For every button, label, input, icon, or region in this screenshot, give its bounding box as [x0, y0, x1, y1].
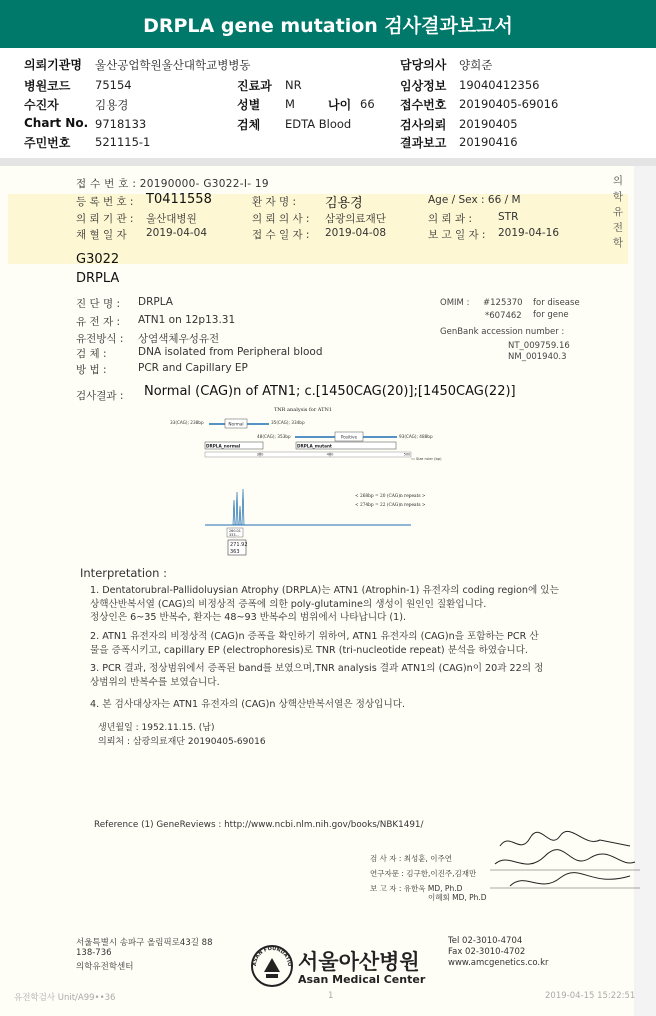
repeat2: < 274bp = 22 (CAG)n repeats > [355, 503, 426, 508]
diag-label: 진 단 명 : [76, 298, 120, 310]
signature [490, 826, 640, 906]
method-label: 방 법 : [76, 364, 107, 376]
doc-label: 의 뢰 의 사 : [252, 213, 310, 225]
footer-page: 1 [328, 991, 334, 1001]
diag-value: DRPLA [138, 296, 173, 308]
inherit-label: 유전방식 : [76, 333, 124, 345]
request-label: 검사의뢰 [400, 118, 447, 132]
institution-value: 울산공업학원울산대학교병병동 [95, 58, 251, 72]
tel: Tel 02-3010-4704 [448, 936, 523, 946]
interp-paragraph-4: 4. 본 검사대상자는 ATN1 유전자의 (CAG)n 상핵산반복서열은 정상입니다. [90, 699, 406, 710]
report-date-value: 20190416 [459, 135, 518, 149]
inst-label: 의 뢰 기 관 : [76, 213, 134, 225]
chart-label: Chart No. [24, 116, 89, 130]
gene-label: 유 전 자 : [76, 316, 120, 328]
genbank2: NM_001940.3 [508, 352, 567, 362]
omim-label: OMIM : [440, 298, 470, 308]
chart-value: 9718133 [95, 117, 147, 131]
electropherogram-peaks [231, 489, 245, 525]
peak2-box [227, 539, 257, 559]
institution-label: 의뢰기관명 [24, 58, 82, 72]
scanned-report [0, 166, 656, 1016]
test-code: G3022 [76, 252, 120, 267]
requester-info: 의뢰처 : 삼광의료재단 20190405-69016 [98, 737, 266, 747]
test-name: DRPLA [76, 271, 120, 286]
draw-date: 2019-04-04 [146, 227, 208, 239]
recv-label: 접 수 일 자 : [252, 229, 310, 241]
gene-value: ATN1 on 12p13.31 [138, 314, 236, 326]
omim2: *607462 [485, 311, 522, 321]
asan-foundation-emblem [250, 944, 294, 988]
size-ruler: Size ruler (bp) [416, 457, 442, 461]
receipt-line: 접 수 번 호 : 20190000- G3022-I- 19 [76, 178, 269, 190]
drpla-normal: DRPLA_normal [206, 443, 241, 449]
patient-value: 김용경 [95, 98, 129, 112]
genbank1: NT_009759.16 [508, 341, 570, 351]
asan-logo [250, 944, 426, 992]
doc-dept-value: STR [498, 211, 519, 223]
sex-label: 성별 [237, 98, 261, 112]
footer-right: 2019-04-15 15:22:51 [545, 991, 636, 1001]
doc-patient-label: 환 자 명 : [252, 196, 296, 208]
interp-paragraph-2: 2. ATN1 유전자의 비정상적 (CAG)n 증폭을 확인하기 위하여, ATN1 유전자의 (CAG)n을 포함하는 PCR 산 물을 증폭시키고, capillary EP (electrophoresis)로 TNR (tri-nucleotide repeat) 분석을 하였습니다. [90, 631, 539, 656]
omim1: #125370 [483, 298, 523, 308]
hospital-code-value: 75154 [95, 78, 132, 92]
peak2: 271.92 [230, 542, 248, 548]
rep-label: 보 고 일 자 : [428, 229, 486, 241]
researcher: 연구자문 : 김구한,이진주,김재만 [370, 869, 477, 878]
drpla-mutant: DRPLA_mutant [297, 443, 332, 449]
report-date-label: 결과보고 [400, 136, 447, 150]
result-value: Normal (CAG)n of ATN1; c.[1450CAG(20)];[1450CAG(22)] [144, 384, 516, 399]
lbl-35: 35(CAG); 334bp [271, 420, 305, 425]
addr3: 의학유전학센터 [76, 962, 134, 972]
age-value: 66 [360, 97, 375, 111]
hospital-name-en: Asan Medical Center [298, 973, 426, 986]
doctor-value: 양희준 [459, 58, 493, 72]
rrn-value: 521115-1 [95, 135, 151, 149]
peak1b: 333... [229, 533, 239, 537]
rep-date: 2019-04-16 [498, 227, 560, 239]
method-value: PCR and Capillary EP [138, 362, 248, 374]
patient-label: 수진자 [24, 98, 59, 112]
reporter2: 이혜회 MD, Ph.D [428, 893, 487, 902]
side-text: 의 학 유 전 학 [612, 175, 624, 249]
report-header [0, 52, 656, 156]
addr2: 138-736 [76, 948, 112, 958]
result-label: 검사결과 : [76, 390, 124, 402]
specimen-label: 검체 [237, 118, 261, 132]
header-separator [0, 158, 656, 166]
repeat1: < 268bp = 20 (CAG)n repeats > [355, 494, 426, 499]
footer-left: 유전학검사 Unit/A99••36 [14, 993, 116, 1003]
reference: Reference (1) GeneReviews : http://www.ncbi.nlm.nih.gov/books/NBK1491/ [94, 820, 424, 830]
genbank-label: GenBank accession number : [440, 327, 565, 337]
lbl-positive: Positive [340, 434, 358, 440]
doc-specimen-value: DNA isolated from Peripheral blood [138, 346, 323, 358]
omim2-note: for gene [533, 310, 569, 320]
doc-dept-label: 의 뢰 과 : [428, 213, 472, 225]
draw-label: 채 혈 일 자 [76, 229, 127, 241]
reporter: 보 고 자 : 유한욱 MD, Ph.D [370, 884, 463, 893]
lbl-93: 93(CAG); 488bp [399, 434, 433, 439]
tnr-diagram-svg [165, 404, 465, 544]
diagram-title: TNR analysis for ATN1 [273, 407, 333, 413]
interp-paragraph-1: 1. Dentatorubral-Pallidoluysian Atrophy (DRPLA)는 ATN1 (Atrophin-1) 유전자의 coding region에 있는 상핵산반복서열 (CAG)의 비정상적 증폭에 의한 poly-glutamine의 생성이 원인인 질환입니다. 정상인은 6~35 반복수, 환자는 48~93 반복수의 범위에서 나타납니다 (1). [90, 585, 559, 623]
hospital-code-label: 병원코드 [24, 79, 71, 93]
rrn-label: 주민번호 [24, 136, 71, 150]
peak2b: 363 [230, 549, 240, 555]
tick-300: 300 [256, 452, 264, 457]
website: www.amcgenetics.co.kr [448, 958, 549, 968]
receipt-label: 접수번호 [400, 98, 447, 112]
hospital-name-kr: 서울아산병원 [298, 950, 420, 974]
receipt-value: 20190405-69016 [459, 97, 559, 111]
age-sex: Age / Sex : 66 / M [428, 194, 521, 206]
reg-value: T0411558 [146, 192, 212, 207]
lbl-48: 48(CAG); 353bp [257, 434, 291, 439]
age-label: 나이 [328, 98, 352, 112]
interp-paragraph-3: 3. PCR 결과, 정상범위에서 증폭된 band를 보였으며,TNR analysis 결과 ATN1의 (CAG)n이 20과 22의 정 상범위의 반복수를 보였습니다. [90, 663, 544, 688]
peak1: 260.01 [229, 529, 241, 533]
inst-value: 울산대병원 [146, 213, 197, 225]
doc-specimen-label: 검 체 : [76, 348, 107, 360]
clinical-value: 19040412356 [459, 78, 540, 92]
request-value: 20190405 [459, 117, 518, 131]
sex-value: M [285, 97, 295, 111]
logo-ring-text: ASAN FOUNDATIO [251, 945, 293, 967]
report-title: DRPLA gene mutation 검사결과보고서 [0, 0, 656, 48]
birth-info: 생년월일 : 1952.11.15. (남) [98, 723, 215, 733]
tick-500: 500 [403, 452, 411, 457]
addr1: 서울특별시 송파구 올림픽로43길 88 [76, 938, 213, 948]
dept-value: NR [285, 78, 302, 92]
recv-date: 2019-04-08 [325, 227, 387, 239]
specimen-value: EDTA Blood [285, 117, 352, 131]
dept-label: 진료과 [237, 79, 272, 93]
lbl-normal: Normal [228, 421, 244, 427]
tester: 검 사 자 : 최성훈, 이주연 [370, 854, 453, 863]
fax: Fax 02-3010-4702 [448, 947, 526, 957]
doc-patient-value: 김용경 [325, 196, 363, 211]
tick-400: 400 [326, 452, 334, 457]
doc-value: 삼광의료재단 [325, 213, 386, 225]
doctor-label: 담당의사 [400, 58, 447, 72]
tnr-diagram [165, 404, 465, 555]
lbl-left: 33(CAG); 238bp [170, 420, 204, 425]
omim1-note: for disease [533, 298, 580, 308]
reg-label: 등 록 번 호 : [76, 196, 134, 208]
clinical-label: 임상정보 [400, 79, 447, 93]
inherit-value: 상염색체우성유전 [138, 333, 220, 345]
interp-title: Interpretation : [80, 566, 167, 580]
